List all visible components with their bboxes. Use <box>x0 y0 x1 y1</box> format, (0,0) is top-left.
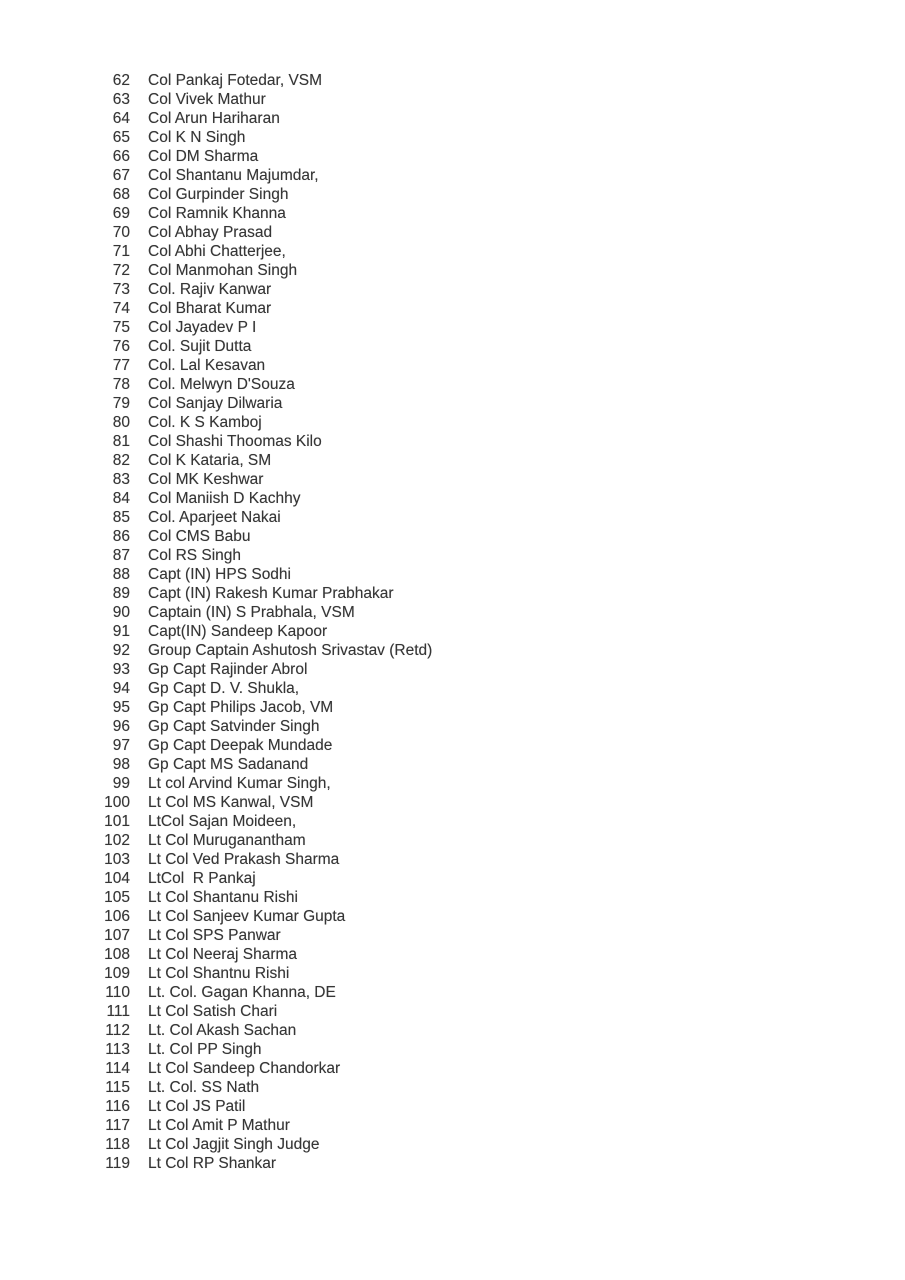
list-item <box>0 527 905 546</box>
item-number: 91 <box>112 623 130 640</box>
list-item <box>0 318 905 337</box>
item-name: Col Manmohan Singh <box>148 262 298 279</box>
list-item <box>0 869 905 888</box>
list-item <box>0 641 905 660</box>
item-number: 63 <box>112 91 130 108</box>
item-number: 92 <box>112 642 130 659</box>
list-item <box>0 793 905 812</box>
item-number: 114 <box>105 1060 130 1077</box>
item-name: Col Abhi Chatterjee, <box>148 243 286 260</box>
item-number: 118 <box>105 1136 130 1153</box>
list-item <box>0 280 905 299</box>
list-item <box>0 356 905 375</box>
list-item <box>0 166 905 185</box>
item-number: 83 <box>112 471 130 488</box>
list-item <box>0 375 905 394</box>
list-item <box>0 147 905 166</box>
item-number: 119 <box>105 1155 130 1172</box>
item-number: 67 <box>112 167 130 184</box>
item-number: 80 <box>112 414 130 431</box>
list-item <box>0 299 905 318</box>
item-name: Gp Capt Rajinder Abrol <box>148 661 308 678</box>
list-item <box>0 812 905 831</box>
list-item <box>0 1002 905 1021</box>
item-name: Col. Rajiv Kanwar <box>148 281 272 298</box>
item-number: 89 <box>112 585 130 602</box>
item-name: Col. Lal Kesavan <box>148 357 266 374</box>
list-item <box>0 603 905 622</box>
item-name: Col Pankaj Fotedar, VSM <box>148 72 323 89</box>
item-number: 102 <box>104 832 130 849</box>
item-name: Col CMS Babu <box>148 528 251 545</box>
item-name: Lt. Col PP Singh <box>148 1041 262 1058</box>
list-item <box>0 774 905 793</box>
list-item <box>0 831 905 850</box>
list-item <box>0 850 905 869</box>
item-name: Lt Col RP Shankar <box>148 1155 277 1172</box>
item-number: 107 <box>104 927 130 944</box>
item-name: Col Sanjay Dilwaria <box>148 395 283 412</box>
item-number: 113 <box>105 1041 130 1058</box>
list-item <box>0 565 905 584</box>
item-number: 88 <box>112 566 130 583</box>
item-name: Lt Col Shantanu Rishi <box>148 889 298 906</box>
list-item <box>0 128 905 147</box>
item-name: Col Maniish D Kachhy <box>148 490 301 507</box>
item-name: Col K N Singh <box>148 129 246 146</box>
item-name: Gp Capt Satvinder Singh <box>148 718 320 735</box>
item-name: Col Vivek Mathur <box>148 91 266 108</box>
item-name: Lt Col Sandeep Chandorkar <box>148 1060 341 1077</box>
item-number: 71 <box>112 243 130 260</box>
item-number: 68 <box>112 186 130 203</box>
item-name: Gp Capt D. V. Shukla, <box>148 680 300 697</box>
item-number: 65 <box>112 129 130 146</box>
item-number: 115 <box>105 1079 130 1096</box>
list-item <box>0 1116 905 1135</box>
list-item <box>0 1154 905 1173</box>
item-name: Col MK Keshwar <box>148 471 264 488</box>
item-name: Lt Col SPS Panwar <box>148 927 281 944</box>
item-name: Col Ramnik Khanna <box>148 205 286 222</box>
item-name: Lt Col Neeraj Sharma <box>148 946 298 963</box>
item-name: Group Captain Ashutosh Srivastav (Retd) <box>148 642 433 659</box>
item-number: 81 <box>112 433 130 450</box>
list-item <box>0 964 905 983</box>
item-name: Col. Sujit Dutta <box>148 338 252 355</box>
list-item <box>0 736 905 755</box>
list-item <box>0 983 905 1002</box>
item-name: Gp Capt Philips Jacob, VM <box>148 699 334 716</box>
list-item <box>0 185 905 204</box>
list-item <box>0 470 905 489</box>
item-number: 104 <box>104 870 130 887</box>
list-item <box>0 1078 905 1097</box>
item-number: 86 <box>112 528 130 545</box>
list-item <box>0 489 905 508</box>
item-name: Lt Col MS Kanwal, VSM <box>148 794 314 811</box>
item-name: Capt (IN) HPS Sodhi <box>148 566 291 583</box>
item-number: 84 <box>112 490 130 507</box>
item-name: Col K Kataria, SM <box>148 452 272 469</box>
list-item <box>0 223 905 242</box>
item-number: 74 <box>112 300 130 317</box>
item-number: 62 <box>112 72 130 89</box>
item-name: Lt Col Satish Chari <box>148 1003 278 1020</box>
item-name: Col RS Singh <box>148 547 242 564</box>
list-item <box>0 413 905 432</box>
item-number: 78 <box>112 376 130 393</box>
list-item <box>0 242 905 261</box>
list-item <box>0 1059 905 1078</box>
item-number: 87 <box>112 547 130 564</box>
item-name: Lt. Col. Gagan Khanna, DE <box>148 984 336 1001</box>
item-name: Lt Col Muruganantham <box>148 832 306 849</box>
officer-list <box>0 71 905 1173</box>
item-number: 101 <box>104 813 130 830</box>
list-item <box>0 1135 905 1154</box>
item-number: 85 <box>112 509 130 526</box>
item-number: 79 <box>112 395 130 412</box>
list-item <box>0 1097 905 1116</box>
item-name: Lt. Col Akash Sachan <box>148 1022 297 1039</box>
item-number: 64 <box>112 110 130 127</box>
item-name: Lt Col JS Patil <box>148 1098 246 1115</box>
list-item <box>0 337 905 356</box>
item-number: 93 <box>112 661 130 678</box>
item-number: 66 <box>112 148 130 165</box>
item-number: 103 <box>104 851 130 868</box>
item-number: 108 <box>104 946 130 963</box>
list-item <box>0 584 905 603</box>
item-number: 76 <box>112 338 130 355</box>
item-name: Capt (IN) Rakesh Kumar Prabhakar <box>148 585 394 602</box>
list-item <box>0 432 905 451</box>
item-number: 69 <box>112 205 130 222</box>
list-item <box>0 945 905 964</box>
item-number: 97 <box>112 737 130 754</box>
item-number: 72 <box>112 262 130 279</box>
item-number: 94 <box>112 680 130 697</box>
item-name: Gp Capt Deepak Mundade <box>148 737 333 754</box>
list-item <box>0 1040 905 1059</box>
list-item <box>0 261 905 280</box>
item-name: Col. K S Kamboj <box>148 414 262 431</box>
item-number: 110 <box>105 984 130 1001</box>
item-number: 116 <box>105 1098 130 1115</box>
item-name: Col Arun Hariharan <box>148 110 280 127</box>
item-number: 90 <box>112 604 130 621</box>
list-item <box>0 1021 905 1040</box>
item-name: LtCol Sajan Moideen, <box>148 813 297 830</box>
item-number: 96 <box>112 718 130 735</box>
item-name: LtCol R Pankaj <box>148 870 256 887</box>
item-name: Lt Col Sanjeev Kumar Gupta <box>148 908 346 925</box>
list-item <box>0 926 905 945</box>
list-item <box>0 508 905 527</box>
list-item <box>0 546 905 565</box>
item-name: Captain (IN) S Prabhala, VSM <box>148 604 355 621</box>
list-item <box>0 698 905 717</box>
item-name: Lt Col Shantnu Rishi <box>148 965 290 982</box>
item-number: 105 <box>104 889 130 906</box>
item-name: Lt Col Ved Prakash Sharma <box>148 851 340 868</box>
list-item <box>0 394 905 413</box>
item-name: Lt Col Amit P Mathur <box>148 1117 290 1134</box>
item-number: 82 <box>112 452 130 469</box>
item-number: 117 <box>105 1117 130 1134</box>
item-name: Col. Aparjeet Nakai <box>148 509 281 526</box>
item-name: Gp Capt MS Sadanand <box>148 756 309 773</box>
item-number: 98 <box>112 756 130 773</box>
list-item <box>0 888 905 907</box>
item-name: Lt Col Jagjit Singh Judge <box>148 1136 320 1153</box>
list-item <box>0 717 905 736</box>
item-name: Lt col Arvind Kumar Singh, <box>148 775 331 792</box>
list-item <box>0 907 905 926</box>
item-number: 109 <box>104 965 130 982</box>
list-item <box>0 679 905 698</box>
item-name: Col Bharat Kumar <box>148 300 272 317</box>
item-name: Capt(IN) Sandeep Kapoor <box>148 623 328 640</box>
item-number: 111 <box>106 1003 130 1020</box>
item-number: 77 <box>112 357 130 374</box>
item-number: 70 <box>112 224 130 241</box>
list-item <box>0 109 905 128</box>
item-name: Col Jayadev P I <box>148 319 257 336</box>
item-name: Lt. Col. SS Nath <box>148 1079 260 1096</box>
item-number: 112 <box>105 1022 130 1039</box>
item-number: 99 <box>112 775 130 792</box>
list-item <box>0 90 905 109</box>
list-item <box>0 755 905 774</box>
item-name: Col Shashi Thoomas Kilo <box>148 433 322 450</box>
item-number: 106 <box>104 908 130 925</box>
list-item <box>0 71 905 90</box>
list-item <box>0 660 905 679</box>
list-item <box>0 622 905 641</box>
item-number: 100 <box>104 794 130 811</box>
item-name: Col Shantanu Majumdar, <box>148 167 319 184</box>
item-name: Col Gurpinder Singh <box>148 186 289 203</box>
list-item <box>0 451 905 470</box>
item-name: Col. Melwyn D'Souza <box>148 376 295 393</box>
item-number: 73 <box>112 281 130 298</box>
item-number: 95 <box>112 699 130 716</box>
list-item <box>0 204 905 223</box>
item-name: Col DM Sharma <box>148 148 259 165</box>
item-name: Col Abhay Prasad <box>148 224 273 241</box>
item-number: 75 <box>112 319 130 336</box>
